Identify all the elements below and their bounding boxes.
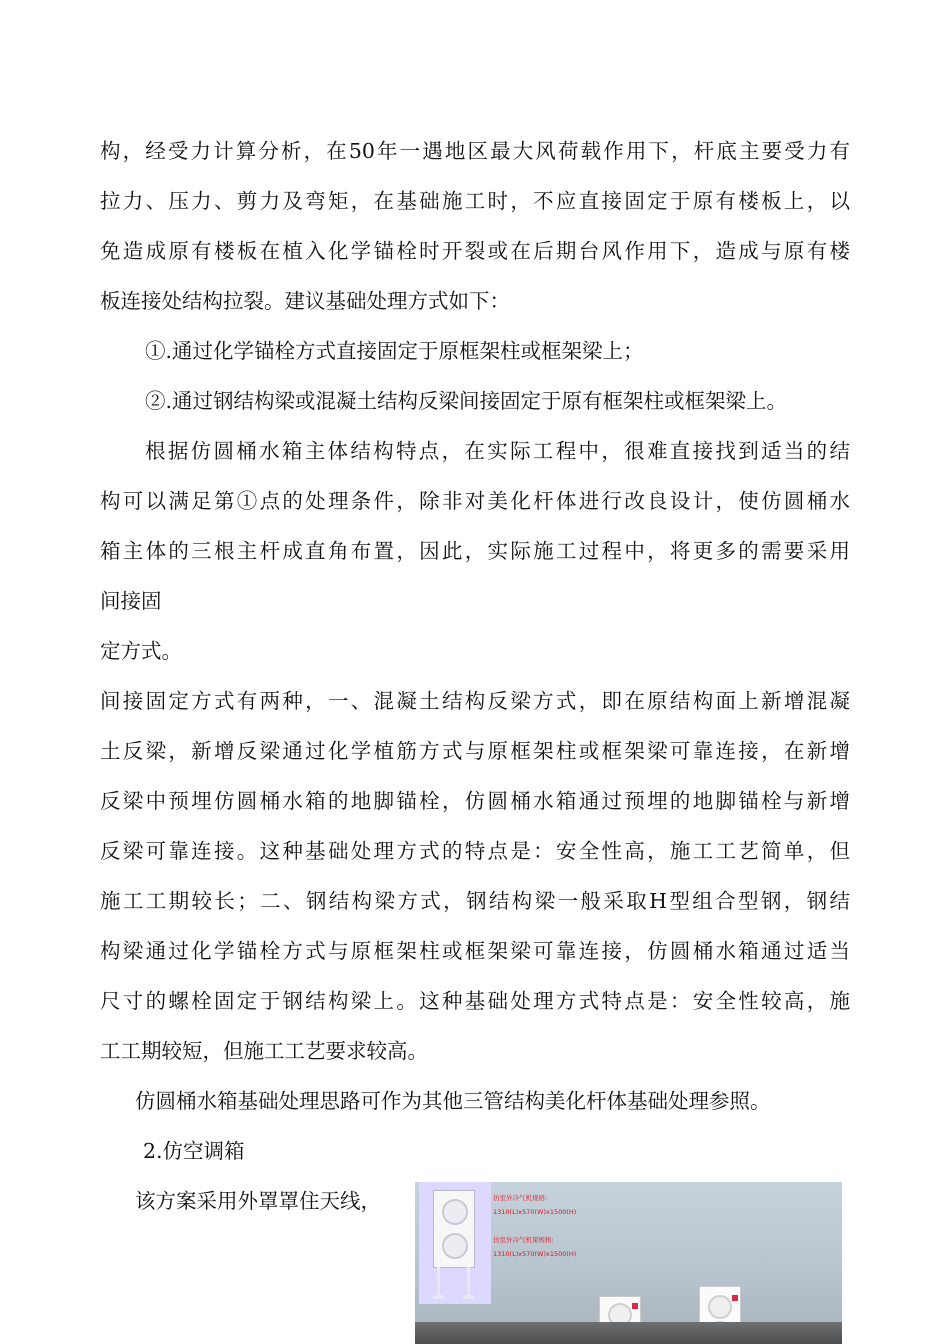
list-item-1: ①.通过化学锚栓方式直接固定于原框架柱或框架梁上；	[145, 339, 644, 363]
paragraph-line: 拉力、压力、剪力及弯矩，在基础施工时，不应直接固定于原有楼板上，以	[100, 189, 850, 213]
paragraph-line: 板连接处结构拉裂。建议基础处理方式如下：	[100, 289, 510, 313]
spec-label-title: 仿室外冷气机架规格:	[493, 1236, 554, 1244]
paragraph-line: 构梁通过化学锚栓方式与原框架柱或框架梁可靠连接，仿圆桶水箱通过适当	[100, 939, 850, 963]
paragraph-line: 反梁可靠连接。这种基础处理方式的特点是：安全性高，施工工艺简单，但	[100, 839, 850, 863]
ac-cabinet-drawing	[419, 1182, 491, 1304]
paragraph-line: 构，经受力计算分析，在50年一遇地区最大风荷载作用下，杆底主要受力有	[100, 139, 850, 163]
paragraph-line: 箱主体的三根主杆成直角布置，因此，实际施工过程中，将更多的需要采用	[100, 539, 850, 563]
paragraph-line: 仿圆桶水箱基础处理思路可作为其他三管结构美化杆体基础处理参照。	[135, 1089, 771, 1113]
paragraph-line: 该方案采用外罩罩住天线，	[135, 1189, 381, 1213]
section-heading: 2.仿空调箱	[143, 1139, 245, 1163]
paragraph-line: 反梁中预埋仿圆桶水箱的地脚锚栓，仿圆桶水箱通过预埋的地脚锚栓与新增	[100, 789, 850, 813]
paragraph-line: 根据仿圆桶水箱主体结构特点，在实际工程中，很难直接找到适当的结	[145, 439, 850, 463]
spec-label-size: 1310(L)x570(W)x1500(H)	[493, 1250, 577, 1258]
paragraph-line: 间接固定方式有两种，一、混凝土结构反梁方式，即在原结构面上新增混凝	[100, 689, 850, 713]
list-item-2: ②.通过钢结构梁或混凝土结构反梁间接固定于原有框架柱或框架梁上。	[145, 389, 788, 413]
paragraph-line: 间接固	[100, 589, 162, 613]
paragraph-line: 尺寸的螺栓固定于钢结构梁上。这种基础处理方式特点是：安全性较高，施	[100, 989, 850, 1013]
paragraph-line: 施工工期较长；二、钢结构梁方式，钢结构梁一般采取H型组合型钢，钢结	[100, 889, 850, 913]
paragraph-line: 土反梁，新增反梁通过化学植筋方式与原框架柱或框架梁可靠连接，在新增	[100, 739, 850, 763]
paragraph-line: 定方式。	[100, 639, 182, 663]
spec-label-size: 1310(L)x570(W)x1500(H)	[493, 1208, 577, 1216]
ac-cabinet-photo	[415, 1182, 842, 1344]
paragraph-line: 构可以满足第①点的处理条件，除非对美化杆体进行改良设计，使仿圆桶水	[100, 489, 850, 513]
spec-label-title: 仿室外冷气机规格:	[493, 1194, 548, 1202]
paragraph-line: 免造成原有楼板在植入化学锚栓时开裂或在后期台风作用下，造成与原有楼	[100, 239, 850, 263]
paragraph-line: 工工期较短，但施工工艺要求较高。	[100, 1039, 428, 1063]
